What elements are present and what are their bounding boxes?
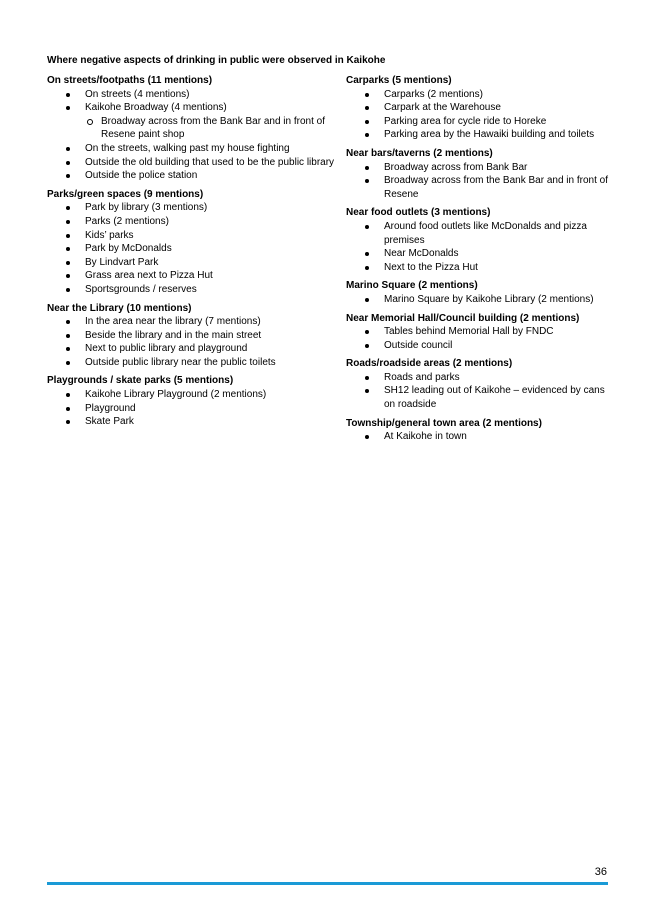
left-column bbox=[47, 74, 337, 434]
list-item-text: Kaikohe Library Playground (2 mentions) bbox=[85, 389, 267, 401]
list-item-text: Carpark at the Warehouse bbox=[384, 102, 501, 114]
section bbox=[346, 279, 608, 306]
list-item-text: SH12 leading out of Kaikohe – evidenced by cans on roadside bbox=[384, 385, 605, 411]
list-item bbox=[47, 169, 337, 183]
bullet-list bbox=[47, 315, 337, 369]
section bbox=[346, 312, 608, 353]
list-item-text: Grass area next to Pizza Hut bbox=[85, 270, 213, 282]
list-item bbox=[346, 339, 608, 353]
list-item bbox=[47, 88, 337, 102]
bullet-list bbox=[346, 220, 608, 274]
bullet-list bbox=[346, 371, 608, 412]
section bbox=[346, 74, 608, 142]
bullet-list bbox=[346, 88, 608, 142]
section bbox=[47, 302, 337, 370]
list-item-text: At Kaikohe in town bbox=[384, 431, 467, 443]
list-item bbox=[47, 329, 337, 343]
list-item bbox=[47, 201, 337, 215]
list-item-text: Parking area for cycle ride to Horeke bbox=[384, 115, 547, 127]
list-item bbox=[346, 430, 608, 444]
section-heading: Near the Library (10 mentions) bbox=[47, 302, 192, 314]
section bbox=[47, 74, 337, 183]
list-item bbox=[346, 247, 608, 261]
list-item bbox=[47, 229, 337, 243]
list-item-text: Tables behind Memorial Hall by FNDC bbox=[384, 326, 554, 338]
list-item-text: In the area near the library (7 mentions) bbox=[85, 316, 261, 328]
section-heading: On streets/footpaths (11 mentions) bbox=[47, 75, 213, 86]
list-item-text: Kids’ parks bbox=[85, 229, 134, 241]
list-item-text: Carparks (2 mentions) bbox=[384, 88, 483, 100]
section-heading: Parks/green spaces (9 mentions) bbox=[47, 188, 204, 200]
list-item bbox=[47, 269, 337, 283]
section bbox=[47, 374, 337, 428]
list-item bbox=[346, 371, 608, 385]
section-heading: Playgrounds / skate parks (5 mentions) bbox=[47, 375, 234, 387]
list-item bbox=[47, 215, 337, 229]
list-item bbox=[346, 220, 608, 247]
footer-rule bbox=[47, 882, 608, 885]
list-item-text: Around food outlets like McDonalds and pizza premises bbox=[384, 220, 587, 246]
list-item bbox=[346, 101, 608, 115]
list-item bbox=[346, 261, 608, 275]
list-item bbox=[47, 402, 337, 416]
page-number: 36 bbox=[594, 866, 607, 878]
list-item-text: Next to public library and playground bbox=[85, 343, 248, 355]
sub-list-item: Broadway across from the Bank Bar and in front of Resene paint shop bbox=[47, 115, 337, 142]
bullet-list bbox=[47, 201, 337, 296]
list-item bbox=[47, 242, 337, 256]
bullet-list bbox=[47, 88, 337, 183]
list-item-text: Roads and parks bbox=[384, 371, 460, 383]
list-item bbox=[346, 293, 608, 307]
section-heading: Near food outlets (3 mentions) bbox=[346, 207, 491, 219]
list-item bbox=[346, 384, 608, 411]
list-item bbox=[346, 161, 608, 175]
sub-list bbox=[85, 115, 337, 142]
section-heading: Roads/roadside areas (2 mentions) bbox=[346, 358, 513, 370]
section-heading: Township/general town area (2 mentions) bbox=[346, 417, 542, 429]
list-item-text: Skate Park bbox=[85, 416, 134, 428]
list-item-text: Next to the Pizza Hut bbox=[384, 261, 478, 273]
list-item-text: Near McDonalds bbox=[384, 248, 459, 260]
list-item bbox=[346, 88, 608, 102]
list-item-text: Sportsgrounds / reserves bbox=[85, 283, 197, 295]
list-item-text: On the streets, walking past my house fighting bbox=[85, 142, 290, 154]
bullet-list bbox=[346, 161, 608, 202]
list-item bbox=[47, 415, 337, 429]
section-heading: Near Memorial Hall/Council building (2 mentions) bbox=[346, 312, 580, 324]
section bbox=[47, 188, 337, 297]
list-item bbox=[47, 156, 337, 170]
list-item bbox=[346, 128, 608, 142]
bullet-list bbox=[47, 388, 337, 429]
list-item bbox=[47, 388, 337, 402]
list-item-text: Parks (2 mentions) bbox=[85, 215, 169, 227]
section bbox=[346, 357, 608, 411]
list-item-text: Park by library (3 mentions) bbox=[85, 202, 208, 214]
bullet-list bbox=[346, 430, 608, 444]
list-item bbox=[47, 256, 337, 270]
list-item bbox=[47, 283, 337, 297]
list-item-text: Marino Square by Kaikohe Library (2 mentions) bbox=[384, 293, 594, 305]
right-column bbox=[346, 74, 608, 449]
section-heading: Carparks (5 mentions) bbox=[346, 75, 452, 86]
bullet-list bbox=[346, 293, 608, 307]
section bbox=[346, 147, 608, 201]
list-item-text: Beside the library and in the main street bbox=[85, 329, 262, 341]
list-item bbox=[346, 325, 608, 339]
list-item bbox=[47, 342, 337, 356]
list-item bbox=[47, 101, 337, 142]
list-item bbox=[47, 356, 337, 370]
list-item-text: By Lindvart Park bbox=[85, 256, 159, 268]
page-title: Where negative aspects of drinking in public were observed in Kaikohe bbox=[47, 55, 386, 66]
list-item-text: Kaikohe Broadway (4 mentions) bbox=[85, 102, 227, 114]
list-item-text: Outside public library near the public toilets bbox=[85, 356, 276, 368]
list-item-text: Playground bbox=[85, 402, 136, 414]
section-heading: Marino Square (2 mentions) bbox=[346, 280, 478, 292]
section-heading: Near bars/taverns (2 mentions) bbox=[346, 147, 493, 159]
list-item-text: Broadway across from Bank Bar bbox=[384, 161, 528, 173]
section bbox=[346, 206, 608, 274]
list-item bbox=[47, 142, 337, 156]
list-item-text: Broadway across from the Bank Bar and in front of Resene bbox=[384, 175, 608, 200]
section bbox=[346, 417, 608, 444]
list-item bbox=[346, 174, 608, 201]
list-item bbox=[47, 315, 337, 329]
list-item-text: Outside the old building that used to be the public library bbox=[85, 156, 335, 168]
list-item-text: On streets (4 mentions) bbox=[85, 88, 190, 100]
list-item-text: Outside the police station bbox=[85, 170, 198, 182]
bullet-list bbox=[346, 325, 608, 352]
list-item-text: Outside council bbox=[384, 339, 453, 351]
list-item-text: Park by McDonalds bbox=[85, 243, 172, 255]
list-item-text: Parking area by the Hawaiki building and toilets bbox=[384, 129, 595, 141]
list-item bbox=[346, 115, 608, 129]
